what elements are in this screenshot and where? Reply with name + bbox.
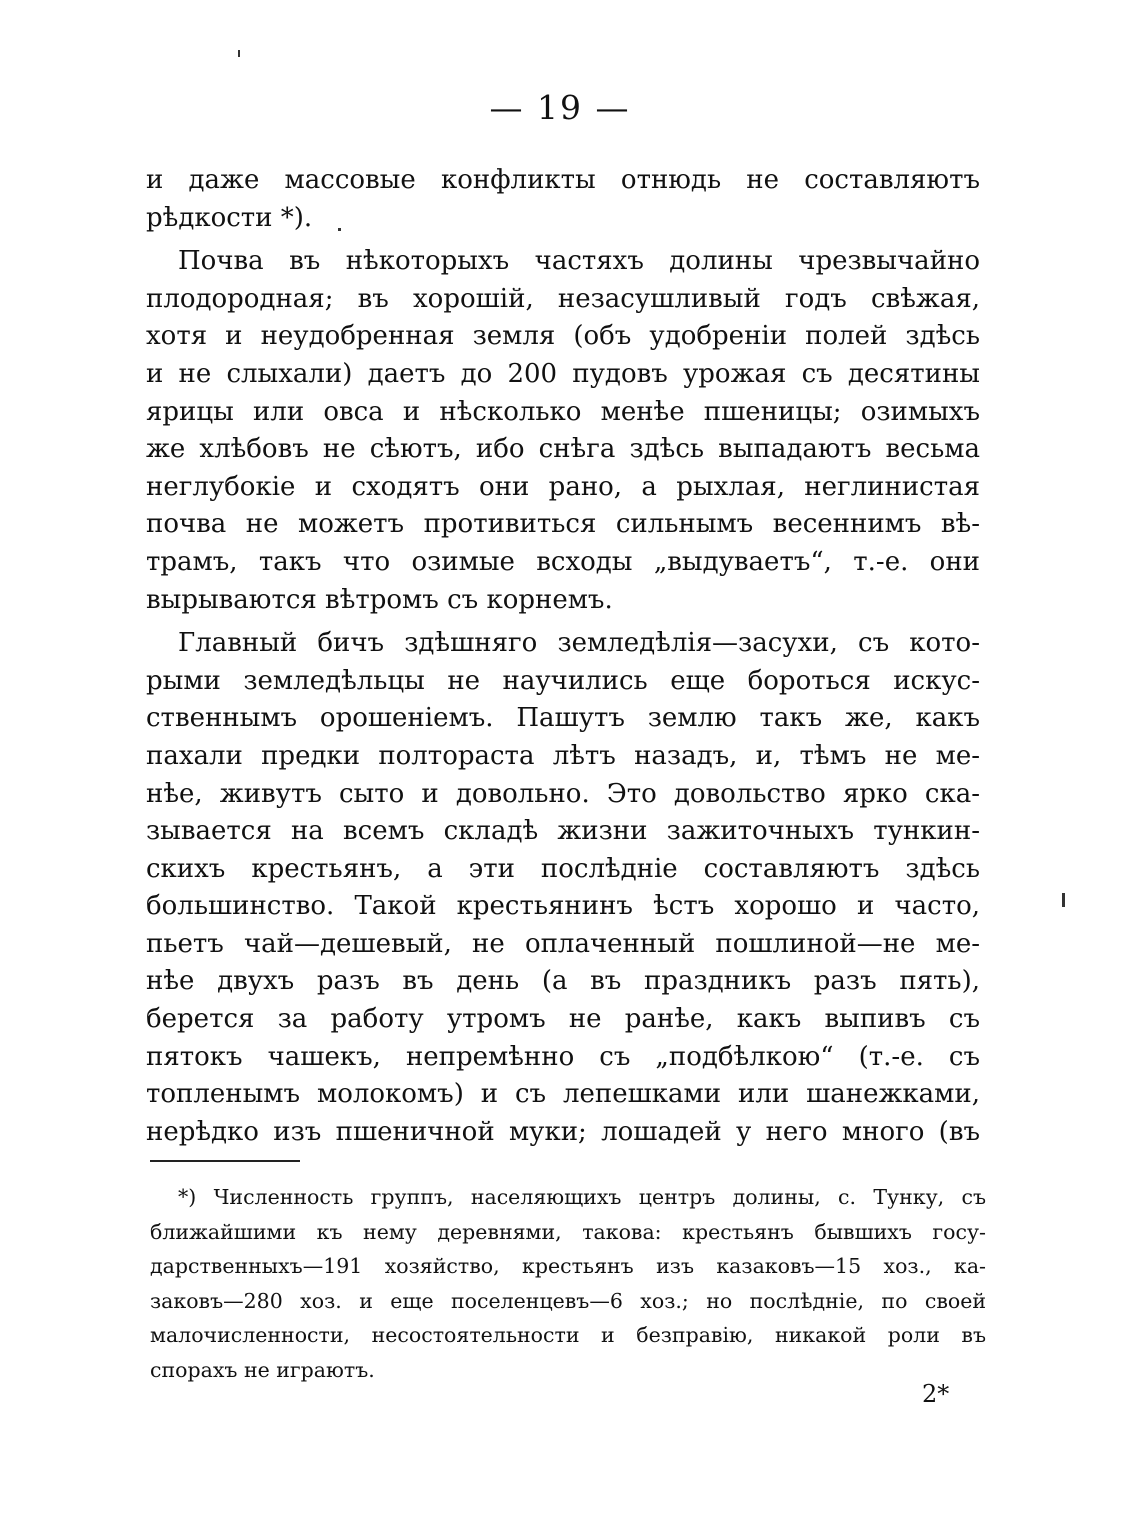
text-line: скихъ крестьянъ, а эти послѣдніе составляютъ здѣсь	[146, 853, 980, 884]
scan-speck	[1062, 893, 1065, 907]
text-line: и даже массовые конфликты отнюдь не составляютъ	[146, 165, 980, 195]
text-line: нѣе, живутъ сыто и довольно. Это довольство ярко ска-	[146, 778, 980, 809]
footnote-line: дарственныхъ—191 хозяйство, крестьянъ изъ казаковъ—15 хоз., ка-	[150, 1254, 986, 1278]
text-line: нерѣдко изъ пшеничной муки; лошадей у него много (въ	[146, 1116, 980, 1147]
text-line: неглубокіе и сходятъ они рано, а рыхлая, неглинистая	[146, 471, 980, 502]
text-line: пятокъ чашекъ, непремѣнно съ „подбѣлкою“ (т.-е. съ	[146, 1041, 980, 1072]
scan-speck	[338, 228, 341, 231]
text-line: пьетъ чай—дешевый, не оплаченный пошлиной—не ме-	[146, 928, 980, 959]
text-line: хотя и неудобренная земля (объ удобреніи полей здѣсь	[146, 321, 980, 352]
text-line: вырываются вѣтромъ съ корнемъ.	[146, 584, 613, 615]
text-line: плодородная; въ хорошій, незасушливый годъ свѣжая,	[146, 283, 980, 314]
text-line: зывается на всемъ складѣ жизни зажиточныхъ тункин-	[146, 816, 980, 847]
text-line: нѣе двухъ разъ въ день (а въ праздникъ разъ пять),	[146, 966, 980, 997]
text-line: трамъ, такъ что озимые всходы „выдуваетъ“, т.-е. они	[146, 546, 980, 577]
text-line: Главный бичъ здѣшняго земледѣлія—засухи, съ кото-	[178, 628, 980, 659]
footnote	[150, 1180, 986, 1387]
text-line: большинство. Такой крестьянинъ ѣстъ хорошо и часто,	[146, 891, 980, 922]
text-line: ярицы или овса и нѣсколько менѣе пшеницы; озимыхъ	[146, 396, 980, 427]
footnote-divider	[150, 1160, 300, 1162]
text-line: же хлѣбовъ не сѣютъ, ибо снѣга здѣсь выпадаютъ весьма	[146, 434, 980, 465]
paragraph	[146, 243, 980, 619]
page-number: — 19 —	[489, 88, 631, 127]
text-line: рѣдкости *).	[146, 202, 313, 233]
text-line: почва не можетъ противиться сильнымъ весеннимъ вѣ-	[146, 509, 980, 540]
text-line: пахали предки полтораста лѣтъ назадъ, и, тѣмъ не ме-	[146, 740, 980, 771]
footnote-line: малочисленности, несостоятельности и безправію, никакой роли въ	[150, 1323, 986, 1347]
paragraph	[146, 162, 980, 237]
signature-mark: 2*	[922, 1380, 950, 1408]
text-line: берется за работу утромъ не ранѣе, какъ выпивъ съ	[146, 1004, 980, 1035]
text-line: рыми земледѣльцы не научились еще бороться искус-	[146, 665, 980, 696]
footnote-line: *) Численность группъ, населяющихъ центръ долины, с. Тунку, съ	[178, 1185, 986, 1209]
paragraph	[146, 625, 980, 1151]
main-text	[146, 162, 980, 1151]
text-line: Почва въ нѣкоторыхъ частяхъ долины чрезвычайно	[178, 246, 980, 277]
text-line: и не слыхали) даетъ до 200 пудовъ урожая съ десятины	[146, 358, 980, 389]
text-line: топленымъ молокомъ) и съ лепешками или шанежками,	[146, 1079, 980, 1110]
scan-speck	[238, 50, 240, 57]
footnote-line: спорахъ не играютъ.	[150, 1357, 375, 1382]
text-line: ственнымъ орошеніемъ. Пашутъ землю такъ же, какъ	[146, 703, 980, 734]
footnote-line: заковъ—280 хоз. и еще поселенцевъ—6 хоз.; но послѣдніе, по своей	[150, 1288, 986, 1313]
footnote-line: ближайшими къ нему деревнями, такова: крестьянъ бывшихъ госу-	[150, 1219, 986, 1244]
